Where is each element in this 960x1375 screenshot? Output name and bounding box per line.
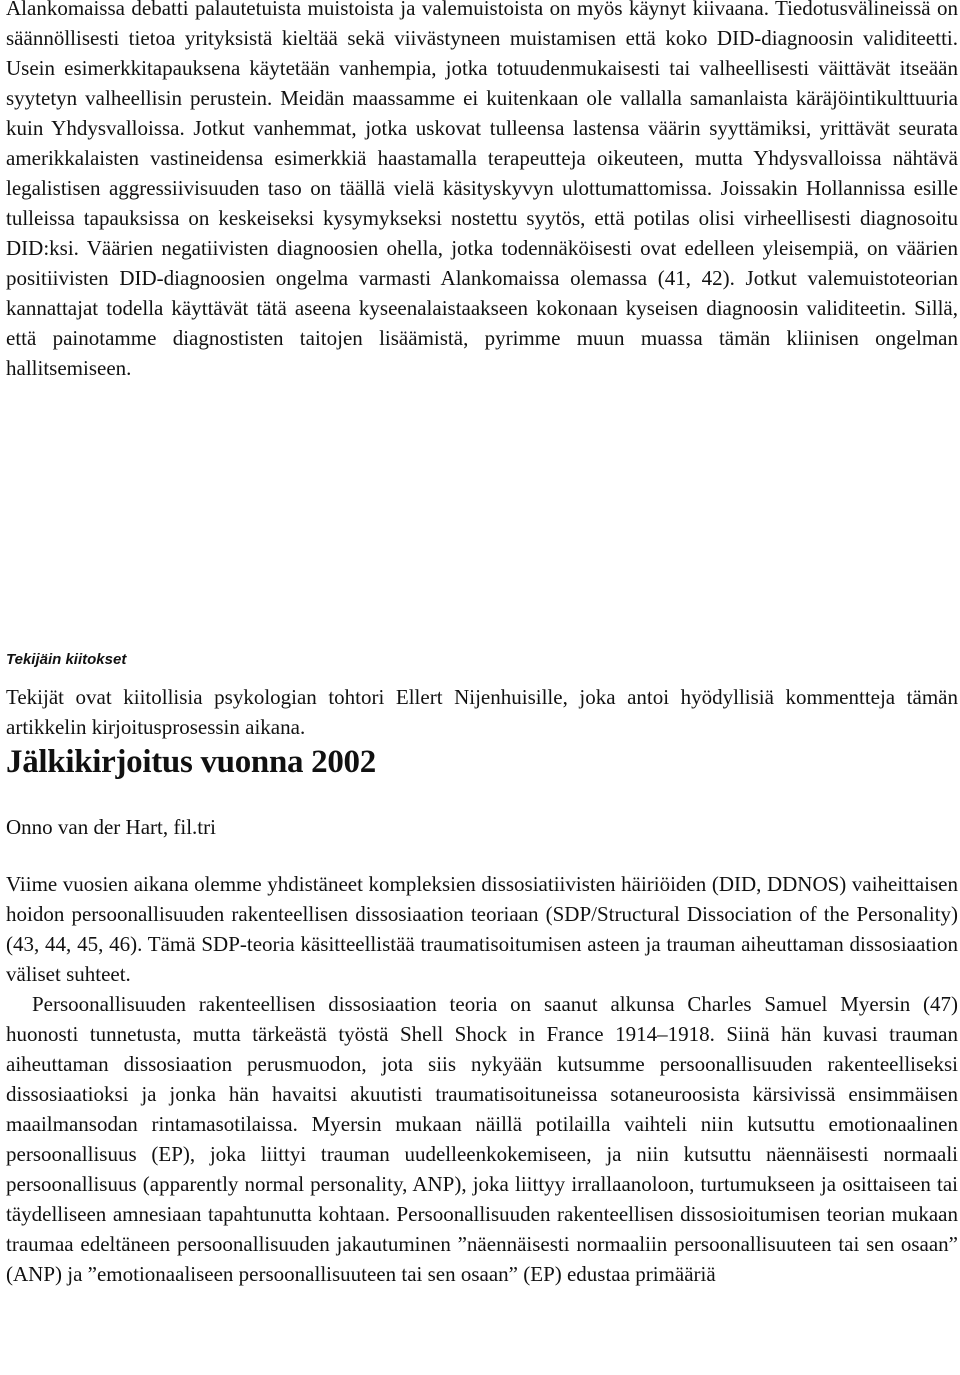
- postscript-body: [6, 869, 958, 1289]
- body-paragraph: Alankomaissa debatti palautetuista muistoista ja valemuistoista on myös käynyt kiivaana. Tiedotusvälineissä on säännöllisesti tietoa yrityksistä kieltää sekä viivästyneen muistamisen että koko DID-diagnoosin validiteetti. Usein esimerkkitapauksena käytetään vanhempia, jotka totuudenmukaisesti tai valheellisesti väittävät itseään syytetyn valheellisin perustein. Meidän maassamme ei kuitenkaan ole vallalla samanlaista käräjöintikulttuuria kuin Yhdysvalloissa. Jotkut vanhemmat, jotka uskovat tulleensa lastensa väärin syyttämiksi, yrittävät seurata amerikkalaisten vastineidensa esimerkkiä haastamalla terapeutteja oikeuteen, mutta Yhdysvalloissa nähtävä legalistisen aggressiivisuuden taso on täällä vielä käsityskyvyn ulottumattomissa. Joissakin Hollannissa esille tulleissa tapauksissa on keskeiseksi kysymykseksi nostettu syytös, että potilas olisi virheellisesti diagnosoitu DID:ksi. Väärien negatiivisten diagnoosien ohella, jotka todennäköisesti ovat edelleen yleisempiä, on väärien positiivisten DID-diagnoosien ongelma varmasti Alankomaissa olemassa (41, 42). Jotkut valemuistoteorian kannattajat todella käyttävät tätä aseena kyseenalaistaakseen kokonaan kyseisen diagnoosin validiteetin. Sillä, että painotamme diagnostisten taitojen lisäämistä, pyrimme muun muassa tämän kliinisen ongelman hallitsemiseen.: [6, 0, 958, 380]
- document-page: [6, 0, 958, 1286]
- acknowledgements-text: Tekijät ovat kiitollisia psykologian tohtori Ellert Nijenhuisille, joka antoi hyödyllisiä kommentteja tämän artikkelin kirjoitusprosessin aikana.: [6, 685, 958, 739]
- acknowledgements-heading: Tekijäin kiitokset: [6, 651, 127, 668]
- postscript-paragraph-1: Viime vuosien aikana olemme yhdistäneet kompleksien dissosiatiivisten häiriöiden (DID, DDNOS) vaiheittaisen hoidon persoonallisuuden rakenteellisen dissosiaation teoriaan (SDP/Structural Dissociation of the Personality) (43, 44, 45, 46). Tämä SDP-teoria käsitteellistää traumatisoitumisen asteen ja trauman aiheuttaman dissosiaation väliset suhteet.: [6, 872, 958, 986]
- postscript-author: Onno van der Hart, fil.tri: [6, 815, 216, 839]
- postscript-paragraph-2: Persoonallisuuden rakenteellisen dissosiaation teoria on saanut alkunsa Charles Samuel Myersin (47) huonosti tunnetusta, mutta tärkeästä työstä Shell Shock in France 1914–1918. Siinä hän kuvasi trauman aiheuttaman dissosiaation perusmuodon, jota siis nykyään kutsumme persoonallisuuden rakenteelliseksi dissosiaatioksi ja jonka hän havaitsi akuutisti traumatisoituneissa sotaneuroosista kärsivissä ensimmäisen maailmansodan rintamasotilaissa. Myersin mukaan näillä potilailla vaihteli niin kutsuttu emotionaalinen persoonallisuus (EP), joka liittyi trauman uudelleenkokemiseen, ja niin kutsuttu näennäisesti normaali persoonallisuus (apparently normal personality, ANP), joka liittyy irrallaanoloon, turtumukseen ja osittaiseen tai täydelliseen amnesiaan tapahtunutta kohtaan. Persoonallisuuden rakenteellisen dissosioitumisen teorian mukaan traumaa edeltäneen persoonallisuuden jakautuminen ”näennäisesti normaaliin persoonallisuuteen tai sen osaan” (ANP) ja ”emotionaaliseen persoonallisuuteen tai sen osaan” (EP) edustaa primääriä: [6, 992, 958, 1286]
- postscript-title: Jälkikirjoitus vuonna 2002: [6, 744, 376, 780]
